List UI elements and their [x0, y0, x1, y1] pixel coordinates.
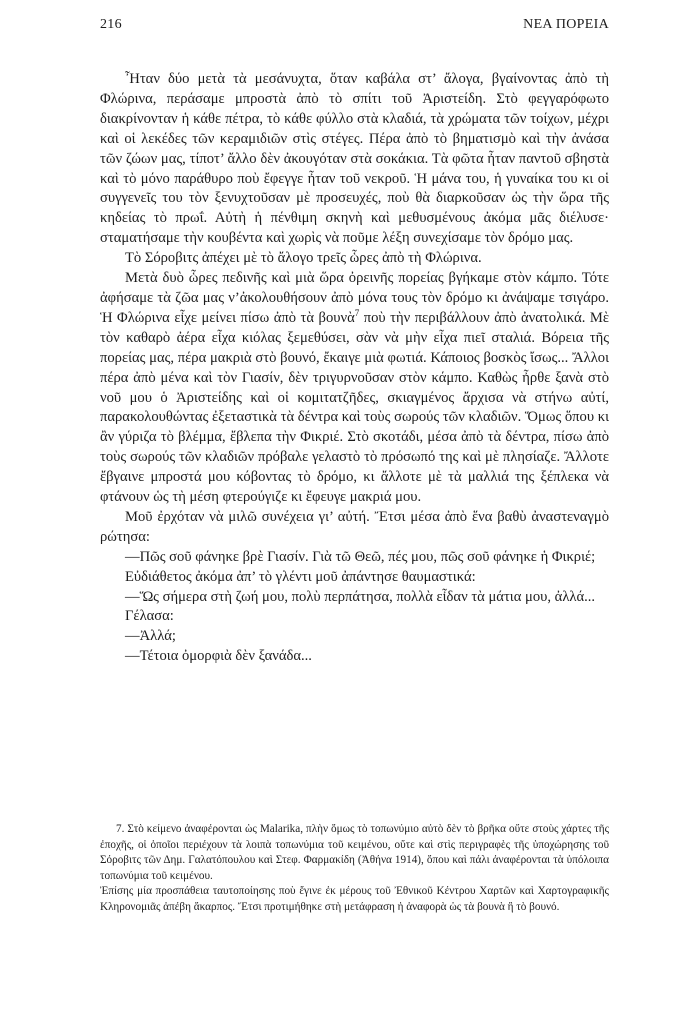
footnote-marker: 7 — [354, 308, 360, 319]
dialogue-line: —Πῶς σοῦ φάνηκε βρὲ Γιασίν. Γιὰ τῶ Θεῶ, πές μου, πῶς σοῦ φάνηκε ἡ Φικριέ; — [125, 548, 596, 565]
dialogue-line: —Ἀλλά; — [125, 628, 176, 645]
paragraph: Ἦταν δύο μετὰ τὰ μεσάνυχτα, ὅταν καβάλα στ’ ἄλογα, βγαίνοντας ἀπὸ τὴ Φλώρινα, περάσαμε μπροστὰ ἀπὸ τὸ σπίτι τοῦ Ἀριστείδη. Στὸ φεγγαρόφωτο διακρίνονταν ἡ κάθε πέτρα, τὸ κάθε φύλλο στὰ κλαδιά, τὰ χρώματα τῶν τοίχων, μέχρι καὶ οἱ λεκέδες τῶν κεραμιδιῶν στὶς στέγες. Πέρα ἀπὸ τὸ βηματισμὸ καὶ τὴν ἀνάσα τῶν ζώων μας, τίποτ’ ἄλλο δὲν ἀκουγόταν στὰ σοκάκια. Τὰ φῶτα ἦταν παντοῦ σβηστὰ καὶ τὸ μόνο παράθυρο ποὺ ἔφεγγε ἦταν τοῦ νεκροῦ. Ἡ μάνα του, ἡ γυναίκα του κι οἱ συγγενεῖς του τὸν ξενυχτοῦσαν μὲ προσευχές, ποὺ θὰ διαρκοῦσαν ὡς τὴν ὥρα τῆς κηδείας τὸ πρωΐ. Αὐτὴ ἡ πένθιμη σκηνὴ καὶ μεθυσμένους ἀκόμα μᾶς διέλυσε· σταματήσαμε τὴν κουβέντα καὶ χωρὶς νὰ ποῦμε λέξη συνεχίσαμε τὸν δρόμο μας. — [100, 71, 609, 247]
dialogue-line: —Τέτοια ὀμορφιὰ δὲν ξανάδα... — [125, 648, 312, 665]
page-header — [100, 17, 609, 33]
footnote — [100, 822, 609, 916]
footnote-paragraph: Ἐπίσης μία προσπάθεια ταυτοποίησης ποὺ ἔγινε ἐκ μέρους τοῦ Ἐθνικοῦ Κέντρου Χαρτῶν καὶ Χαρτογραφικῆς Κληρονομιᾶς ἀπέβη ἄκαρπος. Ἔτσι προτιμήθηκε στὴ μετάφραση ἡ ἀναφορὰ ὡς τὰ βουνὰ ἢ τὸ βουνό. — [100, 885, 609, 913]
footnote-number: 7. — [116, 823, 125, 835]
paragraph-text-cont: ποὺ τὴν περιβάλλουν ἀπὸ ἀνατολικά. Μὲ τὸν καθαρὸ ἀέρα εἶχα κιόλας ξεμεθύσει, σὰν νὰ μὴν εἶχα πιεῖ σταλιά. Βόρεια τῆς πορείας μας, πέρα μακριὰ στὸ βουνό, ἔκαιγε μιὰ φωτιά. Κάποιος βοσκὸς ἴσως... Ἄλλοι πέρα ἀπὸ μένα καὶ τὸν Γιασίν, δὲν τριγυρνοῦσαν στὸν κάμπο. Καθὼς ἦρθε ξανὰ στὸ νοῦ μου ὁ Ἀριστείδης καὶ οἱ κομιτατζῆδες, σκιαγμένος ἄρχισα νὰ στήνω αὐτί, παρακολουθώντας ἐξεταστικὰ τὰ δέντρα καὶ τοὺς σωρούς τῶν κλαδιῶν. Ὅμως ὅπου κι ἂν γύριζα τὸ βλέμμα, ἔβλεπα τὴν Φικριέ. Στὸ σκοτάδι, μέσα ἀπὸ τὰ δέντρα, πίσω ἀπὸ τοὺς σωρούς τῶν κλαδιῶν πρόβαλε γελαστὸ τὸ πρόσωπό της καὶ μὲ πλησίαζε. Ἄλλοτε ἔβγαινε μπροστά μου κόβοντας τὸ δρόμο, κι ἄλλοτε μὲ τὰ μαλλιά της ξέπλεκα νὰ φτάνουν ὡς τὴ μέση φτερούγιζε κι ἔφευγε μακριά μου. — [100, 309, 610, 506]
footnote-text: Στὸ κείμενο ἀναφέρονται ὡς Malarika, πλὴν ὅμως τὸ τοπωνύμιο αὐτὸ δὲν τὸ βρῆκα οὔτε στοὺς χάρτες τῆς ἐποχῆς, οἱ ὁποῖοι περιέχουν τὰ λοιπὰ τοπωνύμια τοῦ κειμένου, οὔτε καὶ στὶς περιγραφὲς τῆς ὑποχώρησης τοῦ Σόροβιτς τῶν Δημ. Γαλατόπουλου καὶ Στεφ. Φαρμακίδη (Ἀθήνα 1914), ὅπου καὶ πάλι ἀναφέρονται τὰ ὑπόλοιπα τοπωνύμια τοῦ κειμένου. — [100, 823, 609, 882]
paragraph-text: Μετὰ δυὸ ὧρες πεδινῆς καὶ μιὰ ὥρα ὀρεινῆς πορείας βγήκαμε στὸν κάμπο. Τότε ἀφήσαμε τὰ ζῶα μας ν’ἀκολουθήσουν ἀπὸ μόνα τους τὸν δρόμο κι ἀνάψαμε τσιγάρο. Ἡ Φλώρινα εἶχε μείνει πίσω ἀπὸ τὰ βουνὰ — [100, 270, 609, 326]
page-number: 216 — [100, 17, 122, 32]
paragraph — [100, 269, 609, 508]
dialogue-line: —Ὥς σήμερα στὴ ζωή μου, πολὺ περπάτησα, πολλὰ εἶδαν τὰ μάτια μου, ἀλλά... — [125, 588, 596, 605]
paragraph: Γέλασα: — [125, 608, 174, 625]
paragraph: Μοῦ ἐρχόταν νὰ μιλῶ συνέχεια γι’ αὐτή. Ἔτσι μέσα ἀπὸ ἕνα βαθὺ ἀναστεναγμὸ ρώτησα: — [100, 508, 609, 545]
paragraph: Τὸ Σόροβιτς ἀπέχει μὲ τὸ ἄλογο τρεῖς ὧρες ἀπὸ τὴ Φλώρινα. — [125, 250, 482, 267]
paragraph: Εὐδιάθετος ἀκόμα ἀπ’ τὸ γλέντι μοῦ ἀπάντησε θαυμαστικά: — [125, 568, 476, 585]
footnote-paragraph — [100, 822, 609, 884]
running-title: ΝΕΑ ΠΟΡΕΙΑ — [523, 17, 609, 32]
main-text — [100, 70, 609, 667]
